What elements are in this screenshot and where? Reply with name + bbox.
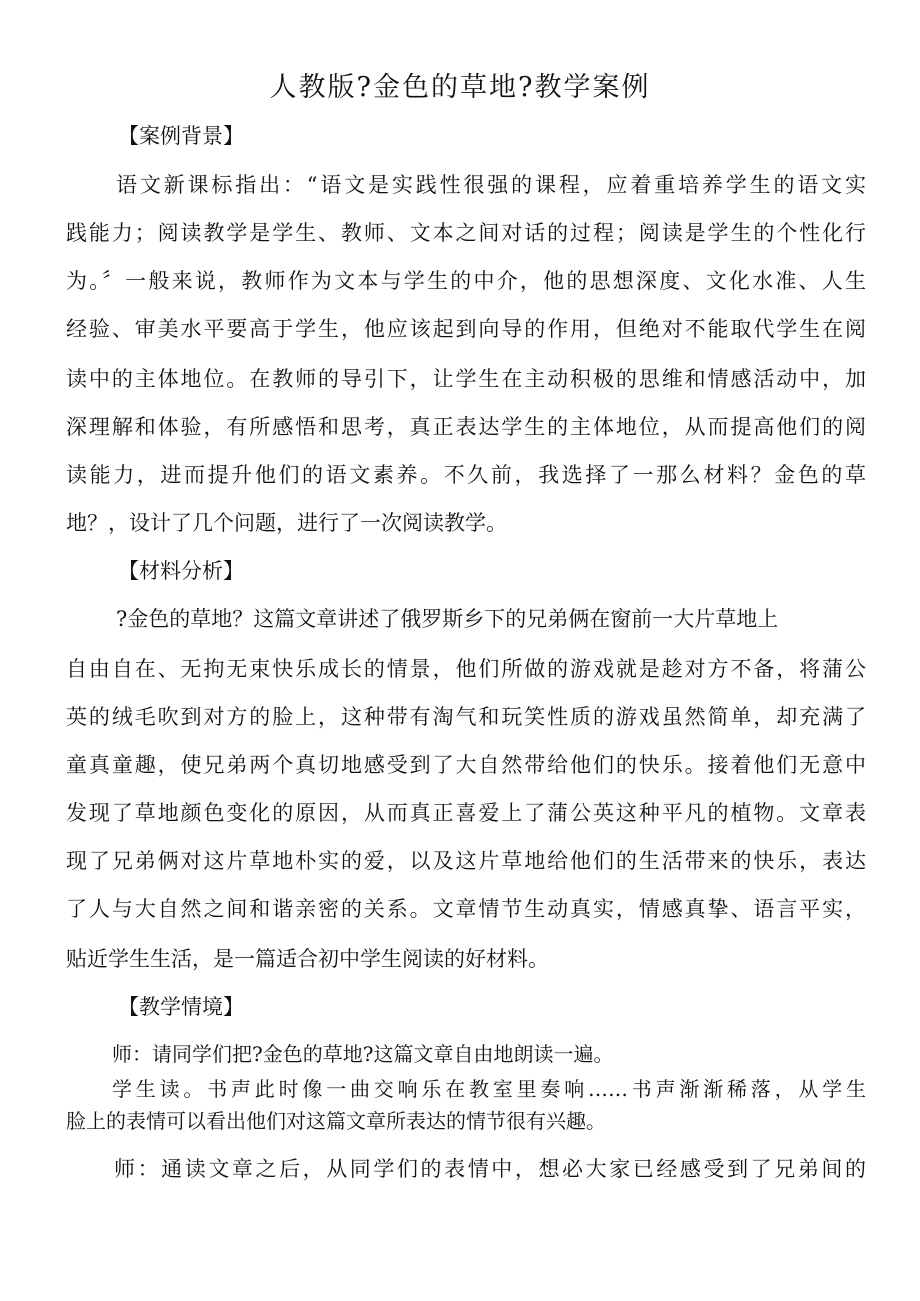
paragraph-line: 践能力；阅读教学是学生、教师、文本之间对话的过程；阅读是学生的个性化行: [66, 221, 866, 245]
paragraph-line: 英的绒毛吹到对方的脸上，这种带有淘气和玩笑性质的游戏虽然简单，却充满了: [66, 705, 866, 729]
paragraph-line: 现了兄弟俩对这片草地朴实的爱，以及这片草地给他们的生活带来的快乐，表达: [66, 849, 866, 873]
paragraph-line: 童真童趣，使兄弟两个真切地感受到了大自然带给他们的快乐。接着他们无意中: [66, 753, 866, 777]
paragraph-line: 为。〞一般来说，教师作为文本与学生的中介，他的思想深度、文化水准、人生: [66, 269, 866, 293]
paragraph-line: 发现了草地颜色变化的原因，从而真正喜爱上了蒲公英这种平凡的植物。文章表: [66, 801, 866, 825]
heading-situation: 【教学情境】: [118, 995, 244, 1019]
dialogue-line: 师：通读文章之后，从同学们的表情中，想必大家已经感受到了兄弟间的: [114, 1157, 866, 1181]
paragraph-line: ?金色的草地？这篇文章讲述了俄罗斯乡下的兄弟俩在窗前一大片草地上: [116, 607, 779, 631]
paragraph-line: 学生读。书声此时像一曲交响乐在教室里奏响……书声渐渐稀落，从学生: [112, 1077, 866, 1101]
paragraph-line: 脸上的表情可以看出他们对这篇文章所表达的情节很有兴趣。: [66, 1109, 606, 1133]
paragraph-line: 自由自在、无拘无束快乐成长的情景，他们所做的游戏就是趁对方不备，将蒲公: [66, 657, 866, 681]
paragraph-line: 了人与大自然之间和谐亲密的关系。文章情节生动真实，情感真挚、语言平实，: [66, 897, 866, 921]
paragraph-line: 经验、审美水平要高于学生，他应该起到向导的作用，但绝对不能取代学生在阅: [66, 317, 866, 341]
paragraph-line: 读中的主体地位。在教师的导引下，让学生在主动积极的思维和情感活动中，加: [66, 367, 866, 391]
heading-background: 【案例背景】: [118, 124, 244, 148]
paragraph-line: 语文新课标指出：“语文是实践性很强的课程，应着重培养学生的语文实: [116, 173, 866, 197]
paragraph-line: 读能力，进而提升他们的语文素养。不久前，我选择了一那么材料？金色的草: [66, 463, 866, 487]
paragraph-line: 贴近学生生活，是一篇适合初中学生阅读的好材料。: [66, 947, 549, 971]
heading-analysis: 【材料分析】: [118, 559, 244, 583]
paragraph-line: 深理解和体验，有所感悟和思考，真正表达学生的主体地位，从而提高他们的阅: [66, 415, 866, 439]
document-title: 人教版?金色的草地?教学案例: [269, 72, 651, 103]
paragraph-line: 地？，设计了几个问题，进行了一次阅读教学。: [66, 511, 507, 535]
dialogue-line: 师：请同学们把?金色的草地?这篇文章自由地朗读一遍。: [112, 1042, 614, 1066]
